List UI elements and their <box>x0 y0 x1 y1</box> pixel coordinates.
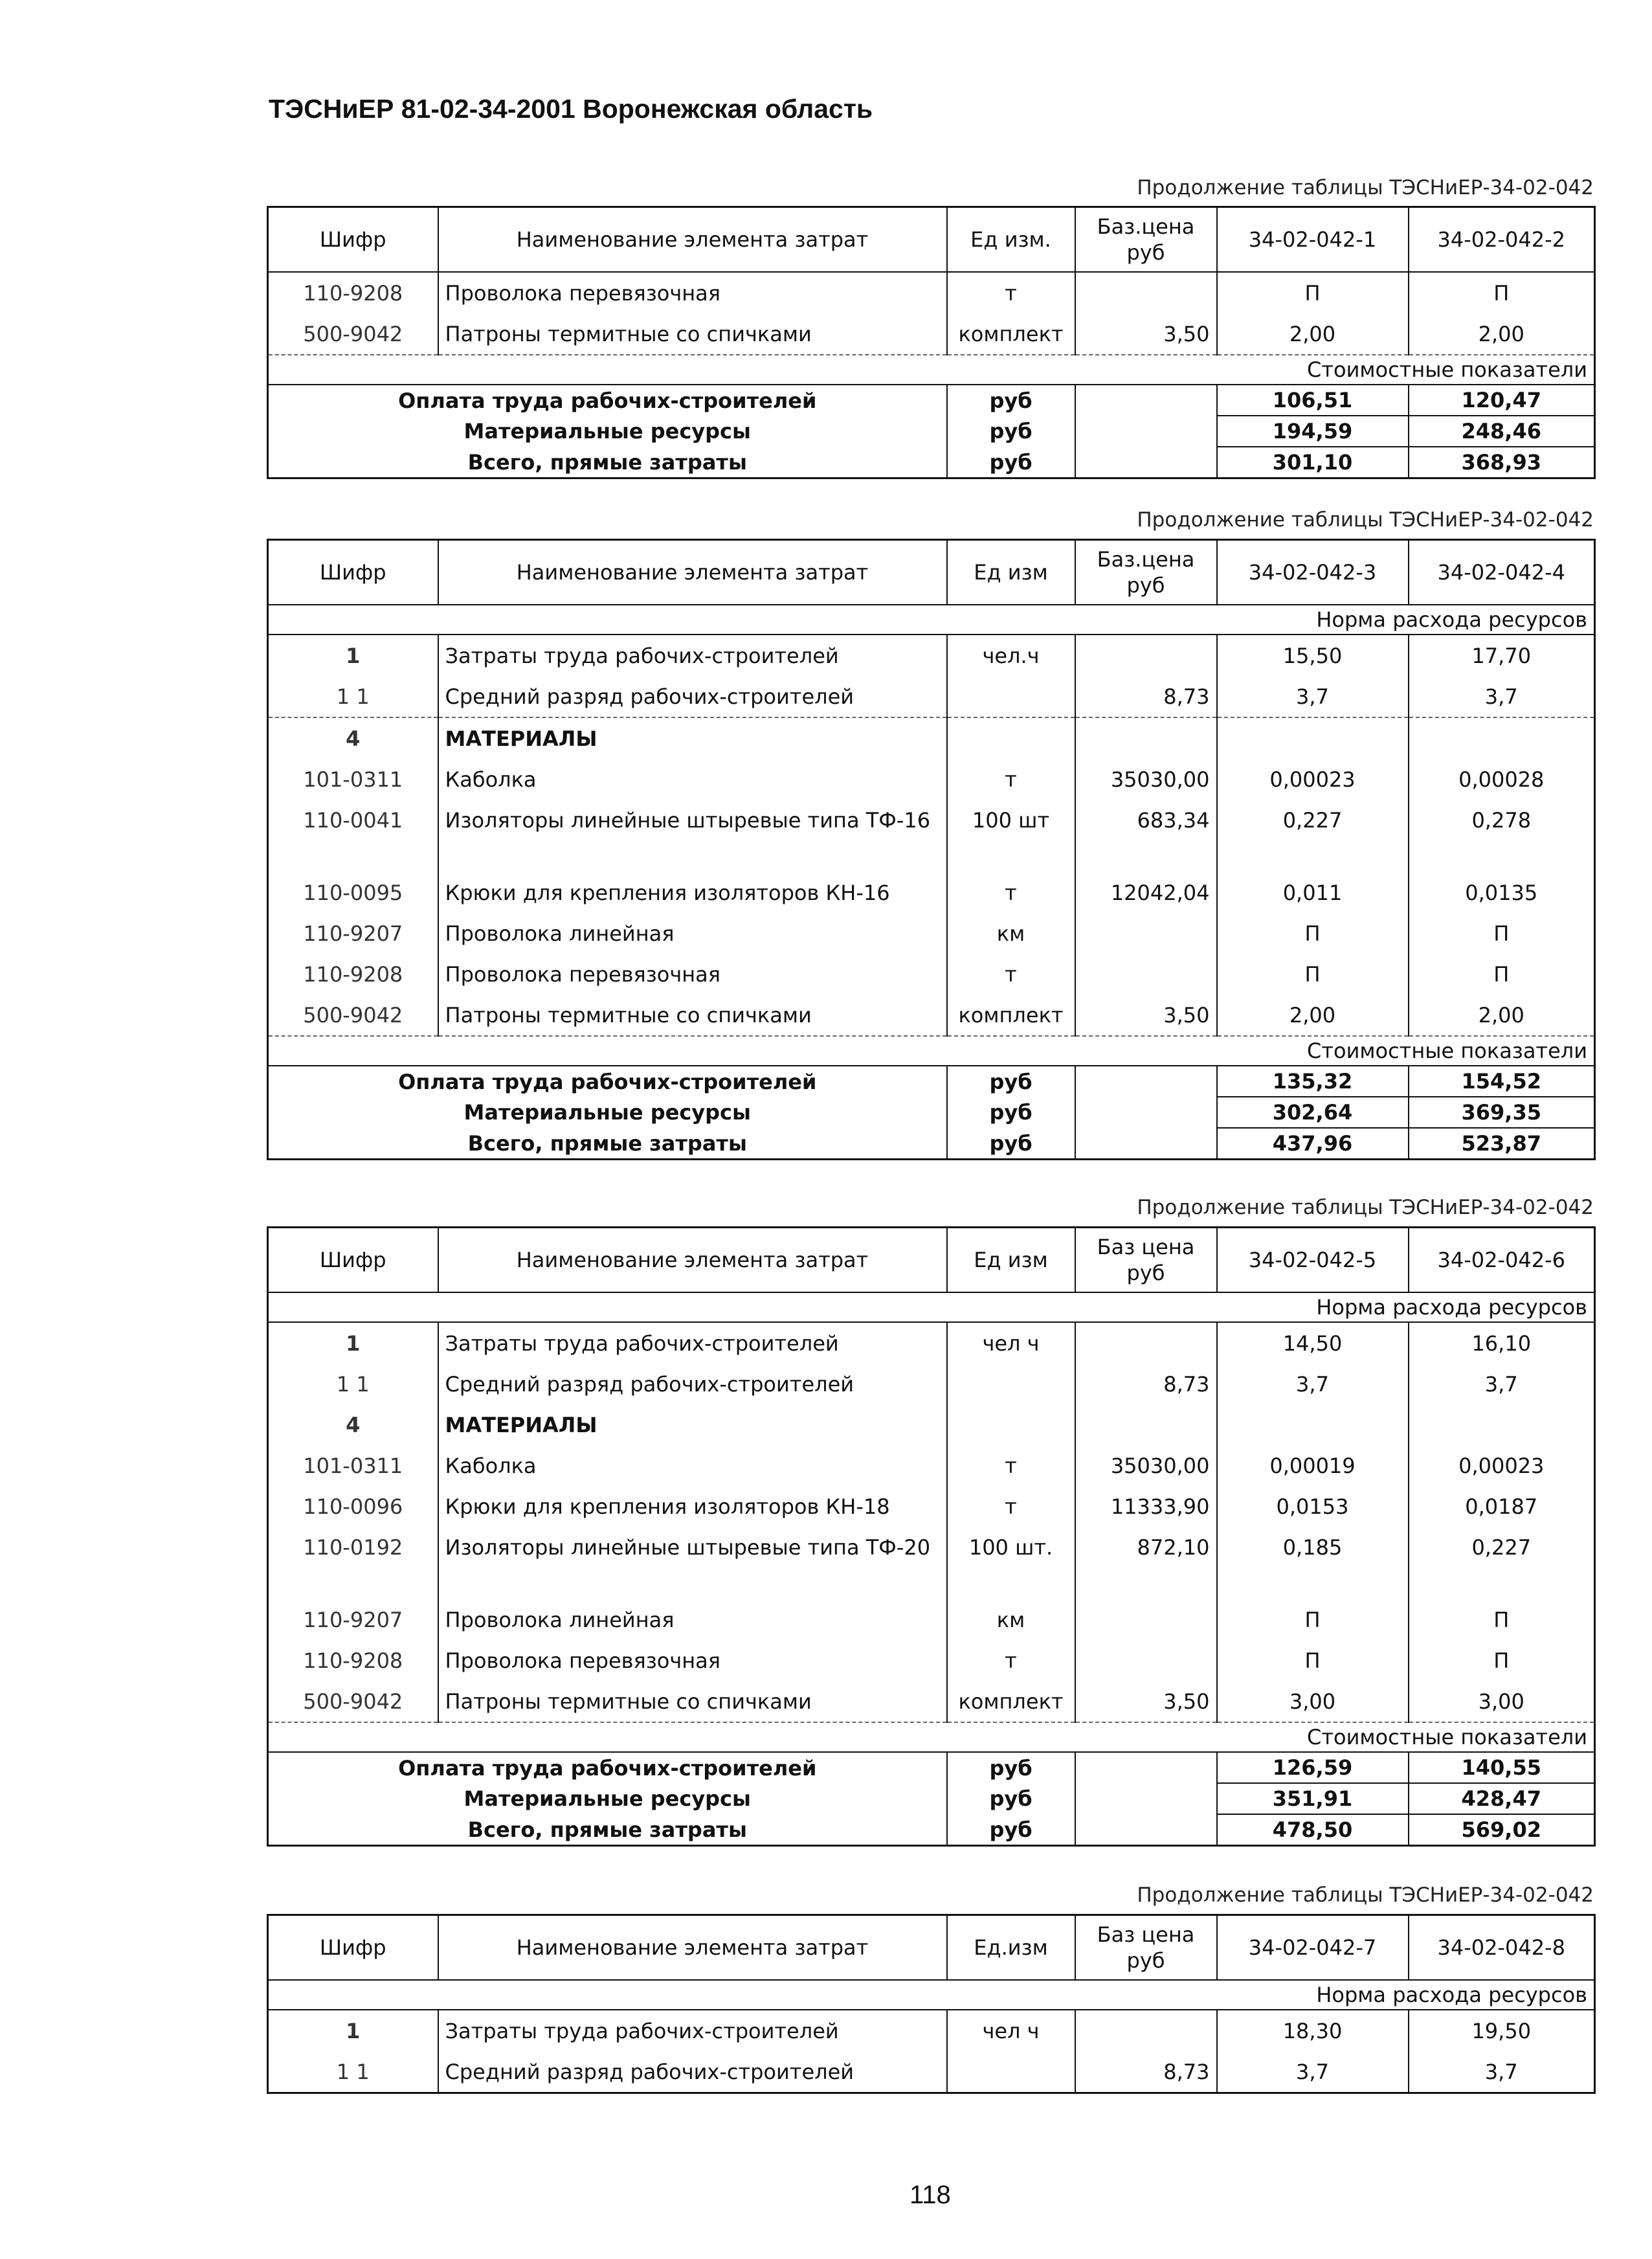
table-row: 500-9042 Патроны термитные со спичками комплект 3,50 2,00 2,00 <box>268 313 1595 355</box>
table-row: 500-9042 Патроны термитные со спичками комплект 3,50 3,00 3,00 <box>268 1681 1595 1722</box>
col-header-unit: Ед изм. <box>947 207 1075 273</box>
table-caption: Продолжение таблицы ТЭСНиЕР-34-02-042 <box>1137 176 1594 199</box>
col-header-norm-2: 34-02-042-8 <box>1409 1915 1595 1981</box>
total-row: Материальные ресурсы руб 194,59 248,46 <box>268 416 1595 447</box>
col-header-code: Шифр <box>268 540 438 605</box>
table-row: 110-9208 Проволока перевязочная т П П <box>268 954 1595 995</box>
table-row: 110-0095 Крюки для крепления изоляторов КН-16 т 12042,04 0,011 0,0135 <box>268 872 1595 913</box>
section-row-norm: Норма расхода ресурсов <box>268 1980 1595 2010</box>
table-row: 1 1 Средний разряд рабочих-строителей 8,73 3,7 3,7 <box>268 1364 1595 1404</box>
section-row-cost: Стоимостные показатели <box>268 355 1595 385</box>
col-header-norm-1: 34-02-042-3 <box>1217 540 1409 605</box>
table-row: 110-9208 Проволока перевязочная т П П <box>268 272 1595 313</box>
col-header-name: Наименование элемента затрат <box>438 207 947 273</box>
col-header-code: Шифр <box>268 1915 438 1981</box>
total-row: Всего, прямые затраты руб 301,10 368,93 <box>268 447 1595 478</box>
section-row-cost: Стоимостные показатели <box>268 1722 1595 1752</box>
col-header-code: Шифр <box>268 1228 438 1293</box>
col-header-unit: Ед.изм <box>947 1915 1075 1981</box>
table-row: 1 Затраты труда рабочих-строителей чел ч 14,50 16,10 <box>268 1322 1595 1364</box>
col-header-unit: Ед изм <box>947 540 1075 605</box>
total-row: Оплата труда рабочих-строителей руб 126,59 140,55 <box>268 1752 1595 1783</box>
col-header-norm-2: 34-02-042-2 <box>1409 207 1595 273</box>
col-header-norm-1: 34-02-042-1 <box>1217 207 1409 273</box>
resource-table-3 <box>267 1226 1596 1847</box>
document-title: ТЭСНиЕР 81-02-34-2001 Воронежская область <box>269 94 873 124</box>
table-caption: Продолжение таблицы ТЭСНиЕР-34-02-042 <box>1137 1883 1594 1907</box>
col-header-code: Шифр <box>268 207 438 273</box>
col-header-norm-2: 34-02-042-6 <box>1409 1228 1595 1293</box>
table-row: 110-0192 Изоляторы линейные штыревые типа ТФ-20 100 шт. 872,10 0,185 0,227 <box>268 1527 1595 1599</box>
table-row: 110-9207 Проволока линейная км П П <box>268 1599 1595 1640</box>
total-row: Материальные ресурсы руб 351,91 428,47 <box>268 1783 1595 1814</box>
total-row: Оплата труда рабочих-строителей руб 135,32 154,52 <box>268 1066 1595 1097</box>
table-row: 4 МАТЕРИАЛЫ <box>268 1404 1595 1445</box>
resource-table-1 <box>267 206 1596 479</box>
total-row: Оплата труда рабочих-строителей руб 106,51 120,47 <box>268 385 1595 416</box>
resource-table-2 <box>267 539 1596 1160</box>
resource-table-4 <box>267 1914 1596 2094</box>
total-row: Всего, прямые затраты руб 437,96 523,87 <box>268 1128 1595 1160</box>
col-header-norm-2: 34-02-042-4 <box>1409 540 1595 605</box>
table-row: 110-0041 Изоляторы линейные штыревые типа ТФ-16 100 шт 683,34 0,227 0,278 <box>268 800 1595 872</box>
col-header-base-price: Баз цена руб <box>1075 1228 1217 1293</box>
col-header-name: Наименование элемента затрат <box>438 1228 947 1293</box>
col-header-unit: Ед изм <box>947 1228 1075 1293</box>
col-header-base-price: Баз.цена руб <box>1075 207 1217 273</box>
table-row: 4 МАТЕРИАЛЫ <box>268 717 1595 759</box>
col-header-base-price: Баз.цена руб <box>1075 540 1217 605</box>
table-row: 1 Затраты труда рабочих-строителей чел ч 18,30 19,50 <box>268 2010 1595 2051</box>
col-header-norm-1: 34-02-042-5 <box>1217 1228 1409 1293</box>
table-row: 1 1 Средний разряд рабочих-строителей 8,73 3,7 3,7 <box>268 676 1595 717</box>
table-caption: Продолжение таблицы ТЭСНиЕР-34-02-042 <box>1137 1196 1594 1219</box>
total-row: Всего, прямые затраты руб 478,50 569,02 <box>268 1814 1595 1846</box>
col-header-base-price: Баз цена руб <box>1075 1915 1217 1981</box>
col-header-name: Наименование элемента затрат <box>438 540 947 605</box>
table-row: 1 1 Средний разряд рабочих-строителей 8,73 3,7 3,7 <box>268 2051 1595 2093</box>
section-row-cost: Стоимостные показатели <box>268 1036 1595 1066</box>
section-row-norm: Норма расхода ресурсов <box>268 605 1595 635</box>
table-row: 1 Затраты труда рабочих-строителей чел.ч 15,50 17,70 <box>268 635 1595 676</box>
table-row: 500-9042 Патроны термитные со спичками комплект 3,50 2,00 2,00 <box>268 995 1595 1036</box>
page-number: 118 <box>910 2181 951 2209</box>
table-row: 110-0096 Крюки для крепления изоляторов КН-18 т 11333,90 0,0153 0,0187 <box>268 1486 1595 1527</box>
col-header-norm-1: 34-02-042-7 <box>1217 1915 1409 1981</box>
table-row: 110-9207 Проволока линейная км П П <box>268 913 1595 954</box>
table-row: 101-0311 Каболка т 35030,00 0,00023 0,00028 <box>268 759 1595 800</box>
table-caption: Продолжение таблицы ТЭСНиЕР-34-02-042 <box>1137 508 1594 532</box>
table-row: 110-9208 Проволока перевязочная т П П <box>268 1640 1595 1681</box>
section-row-norm: Норма расхода ресурсов <box>268 1292 1595 1322</box>
col-header-name: Наименование элемента затрат <box>438 1915 947 1981</box>
table-row: 101-0311 Каболка т 35030,00 0,00019 0,00023 <box>268 1445 1595 1486</box>
total-row: Материальные ресурсы руб 302,64 369,35 <box>268 1097 1595 1128</box>
